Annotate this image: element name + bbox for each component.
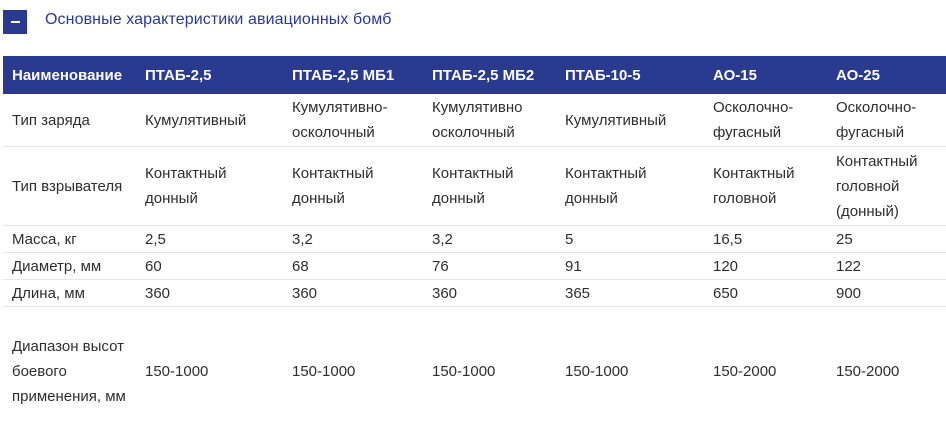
collapse-toggle-button[interactable]	[3, 10, 27, 34]
row-label: Длина, мм	[3, 280, 136, 307]
table-cell: 360	[136, 280, 283, 307]
table-cell: Контактный донный	[556, 147, 704, 226]
table-cell: 3,2	[423, 226, 556, 253]
column-header-ptab-2-5: ПТАБ-2,5	[136, 56, 283, 94]
table-cell: Контактный донный	[423, 147, 556, 226]
table-row-altitude-range	[3, 307, 946, 435]
table-cell: 650	[704, 280, 827, 307]
table-cell: 76	[423, 253, 556, 280]
table-cell: 3,2	[283, 226, 423, 253]
table-cell: 150-1000	[556, 307, 704, 435]
row-label: Масса, кг	[3, 226, 136, 253]
table-cell: 150-1000	[283, 307, 423, 435]
section-header	[0, 0, 946, 44]
table-cell: Контактный головной	[704, 147, 827, 226]
table-row-length	[3, 280, 946, 307]
minus-icon	[11, 21, 20, 23]
table-cell: 900	[827, 280, 946, 307]
table-cell: Кумулятивный	[556, 94, 704, 147]
table-row-charge-type	[3, 94, 946, 147]
table-cell: 360	[283, 280, 423, 307]
table-cell: 25	[827, 226, 946, 253]
specs-table	[3, 56, 946, 435]
row-label: Диаметр, мм	[3, 253, 136, 280]
table-cell: 60	[136, 253, 283, 280]
table-cell: 365	[556, 280, 704, 307]
table-cell: 150-1000	[136, 307, 283, 435]
table-header-row	[3, 56, 946, 94]
column-header-ptab-10-5: ПТАБ-10-5	[556, 56, 704, 94]
table-cell: Кумулятивно осколочный	[423, 94, 556, 147]
table-cell: 68	[283, 253, 423, 280]
table-cell: 2,5	[136, 226, 283, 253]
column-header-ao-25: АО-25	[827, 56, 946, 94]
table-cell: 150-1000	[423, 307, 556, 435]
table-cell: 150-2000	[704, 307, 827, 435]
row-label: Тип взрывателя	[3, 147, 136, 226]
table-cell: 16,5	[704, 226, 827, 253]
table-cell: 122	[827, 253, 946, 280]
table-cell: Кумулятивно-осколочный	[283, 94, 423, 147]
table-cell: 5	[556, 226, 704, 253]
table-row-diameter	[3, 253, 946, 280]
row-label: Диапазон высот боевого применения, мм	[3, 307, 136, 435]
table-row-mass	[3, 226, 946, 253]
table-cell: 120	[704, 253, 827, 280]
column-header-name: Наименование	[3, 56, 136, 94]
table-cell: Контактный головной (донный)	[827, 147, 946, 226]
table-cell: Контактный донный	[136, 147, 283, 226]
column-header-ptab-2-5-mb2: ПТАБ-2,5 МБ2	[423, 56, 556, 94]
table-cell: Осколочно-фугасный	[827, 94, 946, 147]
table-row-fuse-type	[3, 147, 946, 226]
table-cell: 150-2000	[827, 307, 946, 435]
table-cell: 360	[423, 280, 556, 307]
table-cell: Кумулятивный	[136, 94, 283, 147]
row-label: Тип заряда	[3, 94, 136, 147]
column-header-ao-15: АО-15	[704, 56, 827, 94]
table-cell: 91	[556, 253, 704, 280]
table-cell: Осколочно-фугасный	[704, 94, 827, 147]
section-title: Основные характеристики авиационных бомб	[45, 11, 391, 29]
table-cell: Контактный донный	[283, 147, 423, 226]
column-header-ptab-2-5-mb1: ПТАБ-2,5 МБ1	[283, 56, 423, 94]
